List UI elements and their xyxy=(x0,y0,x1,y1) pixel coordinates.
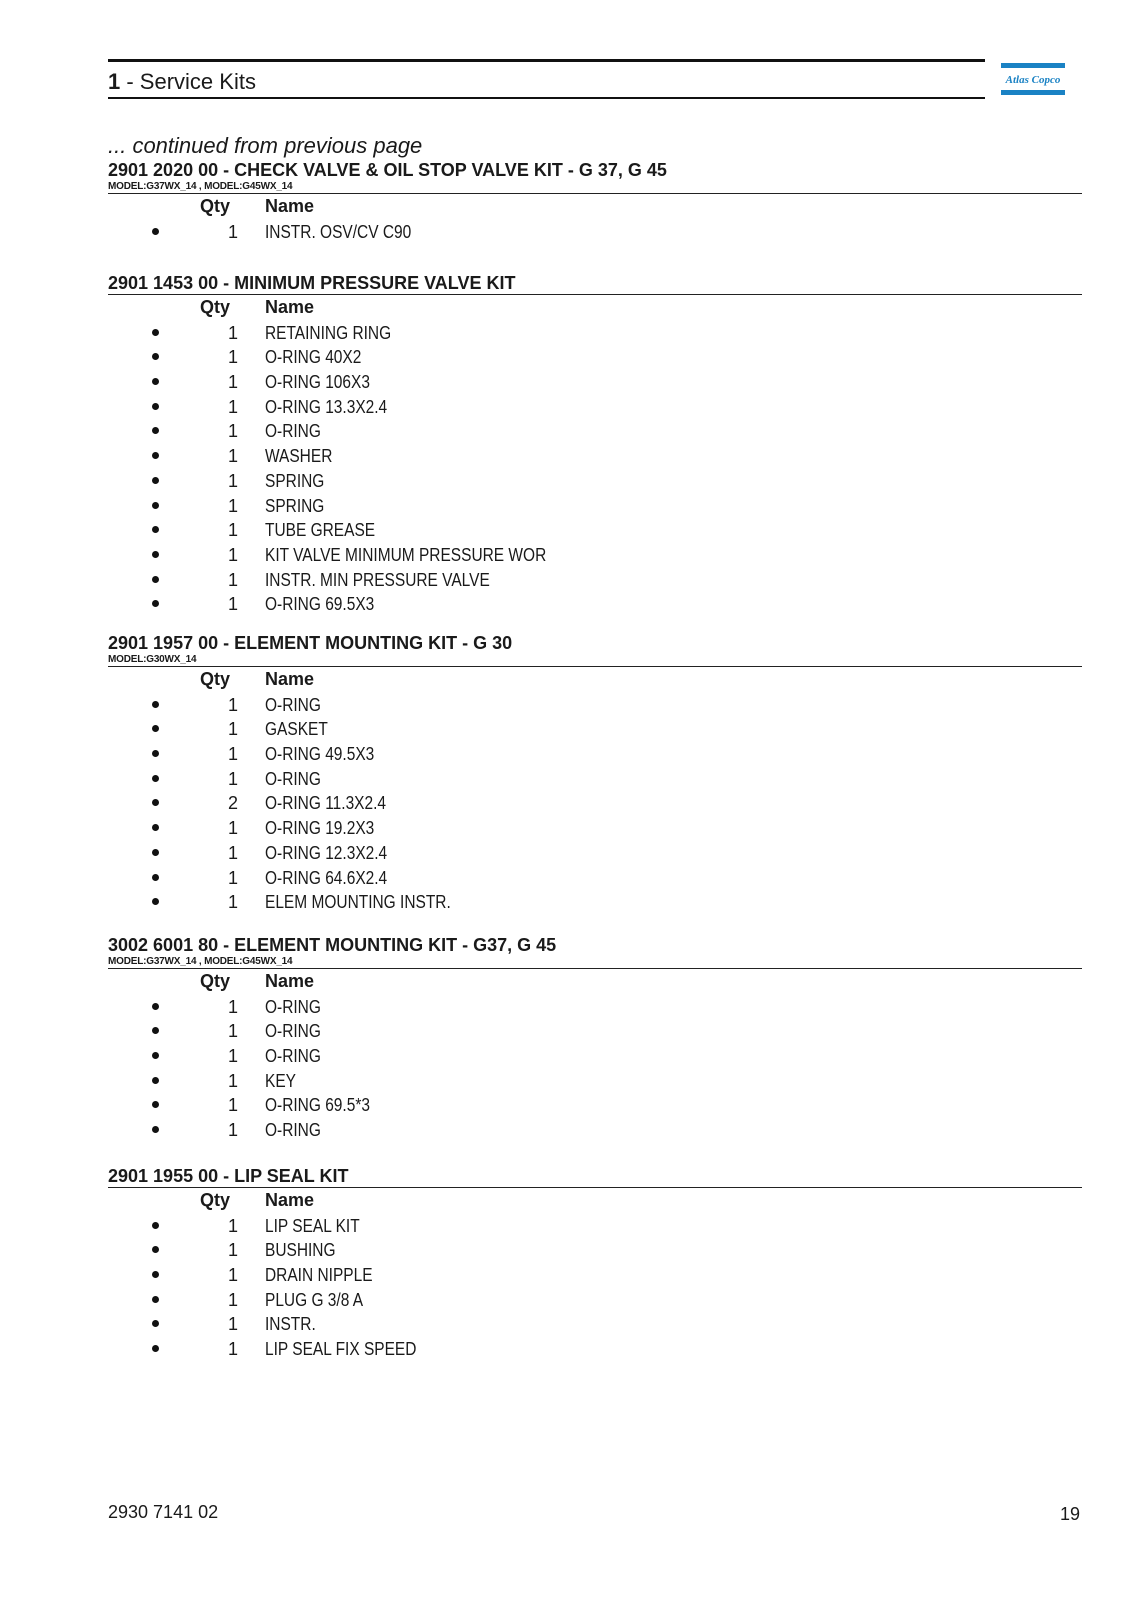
item-qty: 1 xyxy=(227,867,238,888)
list-item xyxy=(108,994,1082,1019)
item-qty: 1 xyxy=(227,1120,238,1141)
bullet-icon xyxy=(152,600,159,607)
bullet-icon xyxy=(152,403,159,410)
item-name: RETAINING RING xyxy=(265,322,392,343)
item-name: O-RING xyxy=(265,1046,321,1067)
item-qty: 1 xyxy=(227,544,238,565)
item-name: O-RING xyxy=(265,996,321,1017)
list-item xyxy=(108,369,1082,394)
item-qty: 1 xyxy=(227,842,238,863)
list-item xyxy=(108,1336,1082,1361)
name-column-header: Name xyxy=(265,196,315,216)
list-item xyxy=(108,517,1082,542)
name-column-header: Name xyxy=(265,1190,315,1210)
item-name: O-RING xyxy=(265,1021,321,1042)
bullet-icon xyxy=(152,378,159,385)
column-header-row xyxy=(108,295,1082,320)
item-qty: 1 xyxy=(227,221,238,242)
item-name: KEY xyxy=(265,1070,296,1091)
item-name: KIT VALVE MINIMUM PRESSURE WOR xyxy=(265,544,547,565)
item-name: TUBE GREASE xyxy=(265,520,376,541)
list-item xyxy=(108,1237,1082,1262)
item-name: INSTR. OSV/CV C90 xyxy=(265,221,412,242)
item-name: O-RING 106X3 xyxy=(265,372,370,393)
bullet-icon xyxy=(152,1027,159,1034)
item-qty: 1 xyxy=(227,495,238,516)
kit-model: MODEL:G30WX_14 xyxy=(108,654,197,665)
list-item xyxy=(108,443,1082,468)
item-name: O-RING xyxy=(265,421,321,442)
item-qty: 1 xyxy=(227,470,238,491)
column-header-row xyxy=(108,667,1082,692)
item-qty: 1 xyxy=(227,372,238,393)
bullet-icon xyxy=(152,1296,159,1303)
bullet-icon xyxy=(152,701,159,708)
bullet-icon xyxy=(152,329,159,336)
item-qty: 1 xyxy=(227,1240,238,1261)
item-qty: 1 xyxy=(227,396,238,417)
kit-model: MODEL:G37WX_14 , MODEL:G45WX_14 xyxy=(108,181,293,192)
item-qty: 1 xyxy=(227,1046,238,1067)
qty-column-header: Qty xyxy=(200,971,231,991)
item-qty: 1 xyxy=(227,322,238,343)
list-item xyxy=(108,1018,1082,1043)
item-qty: 1 xyxy=(227,1215,238,1236)
bullet-icon xyxy=(152,427,159,434)
list-item xyxy=(108,542,1082,567)
list-item xyxy=(108,790,1082,815)
kit-title: 2901 1955 00 - LIP SEAL KIT xyxy=(108,1166,349,1186)
bullet-icon xyxy=(152,526,159,533)
bullet-icon xyxy=(152,1052,159,1059)
bullet-icon xyxy=(152,477,159,484)
column-header-row xyxy=(108,1188,1082,1213)
list-item xyxy=(108,567,1082,592)
item-qty: 1 xyxy=(227,594,238,615)
list-item xyxy=(108,1287,1082,1312)
item-name: ELEM MOUNTING INSTR. xyxy=(265,892,451,913)
list-item xyxy=(108,1043,1082,1068)
bullet-icon xyxy=(152,1101,159,1108)
bullet-icon xyxy=(152,898,159,905)
atlas-copco-logo xyxy=(1001,63,1065,95)
qty-column-header: Qty xyxy=(200,196,231,216)
item-name: O-RING xyxy=(265,1120,321,1141)
name-column-header: Name xyxy=(265,669,315,689)
bullet-icon xyxy=(152,1077,159,1084)
item-qty: 1 xyxy=(227,446,238,467)
page-header-title xyxy=(108,69,256,95)
qty-column-header: Qty xyxy=(200,297,231,317)
svg-text:Atlas Copco: Atlas Copco xyxy=(1005,74,1061,86)
bullet-icon xyxy=(152,1345,159,1352)
bullet-icon xyxy=(152,1246,159,1253)
bullet-icon xyxy=(152,502,159,509)
item-name: O-RING 40X2 xyxy=(265,347,362,368)
item-qty: 1 xyxy=(227,744,238,765)
item-name: LIP SEAL KIT xyxy=(265,1215,360,1236)
item-qty: 1 xyxy=(227,1265,238,1286)
item-qty: 1 xyxy=(227,1289,238,1310)
bullet-icon xyxy=(152,228,159,235)
list-item xyxy=(108,741,1082,766)
bullet-icon xyxy=(152,1222,159,1229)
bullet-icon xyxy=(152,1003,159,1010)
bullet-icon xyxy=(152,353,159,360)
chapter-number: 1 xyxy=(108,69,121,94)
kit-title: 3002 6001 80 - ELEMENT MOUNTING KIT - G37, G 45 xyxy=(108,935,557,955)
bullet-icon xyxy=(152,824,159,831)
list-item xyxy=(108,1213,1082,1238)
item-name: SPRING xyxy=(265,495,325,516)
item-name: O-RING 69.5*3 xyxy=(265,1095,370,1116)
list-item xyxy=(108,344,1082,369)
kit-section xyxy=(108,1165,1082,1361)
kit-section xyxy=(108,934,1082,1142)
item-qty: 1 xyxy=(227,768,238,789)
item-name: SPRING xyxy=(265,470,325,491)
item-name: O-RING xyxy=(265,768,321,789)
qty-column-header: Qty xyxy=(200,669,231,689)
item-qty: 1 xyxy=(227,347,238,368)
column-header-row xyxy=(108,969,1082,994)
bullet-icon xyxy=(152,750,159,757)
list-item xyxy=(108,815,1082,840)
kit-section xyxy=(108,632,1082,914)
kit-section xyxy=(108,272,1082,616)
item-qty: 1 xyxy=(227,1095,238,1116)
item-qty: 1 xyxy=(227,694,238,715)
list-item xyxy=(108,418,1082,443)
chapter-title: - Service Kits xyxy=(120,69,256,94)
bullet-icon xyxy=(152,1271,159,1278)
item-name: O-RING 13.3X2.4 xyxy=(265,396,388,417)
list-item xyxy=(108,1311,1082,1336)
item-qty: 1 xyxy=(227,1070,238,1091)
list-item xyxy=(108,394,1082,419)
kit-title: 2901 2020 00 - CHECK VALVE & OIL STOP VALVE KIT - G 37, G 45 xyxy=(108,160,667,180)
name-column-header: Name xyxy=(265,971,315,991)
item-name: O-RING 11.3X2.4 xyxy=(265,793,387,814)
document-number: 2930 7141 02 xyxy=(108,1502,219,1522)
bullet-icon xyxy=(152,551,159,558)
bullet-icon xyxy=(152,1320,159,1327)
kit-model: MODEL:G37WX_14 , MODEL:G45WX_14 xyxy=(108,956,293,967)
column-header-row xyxy=(108,194,1082,219)
item-qty: 1 xyxy=(227,818,238,839)
item-name: O-RING 19.2X3 xyxy=(265,818,375,839)
item-qty: 1 xyxy=(227,719,238,740)
kit-section xyxy=(108,159,1082,243)
list-item xyxy=(108,865,1082,890)
list-item xyxy=(108,889,1082,914)
list-item xyxy=(108,320,1082,345)
list-item xyxy=(108,1117,1082,1142)
continued-note: ... continued from previous page xyxy=(108,133,423,158)
page-number: 19 xyxy=(1060,1504,1081,1524)
item-qty: 1 xyxy=(227,892,238,913)
item-qty: 1 xyxy=(227,1314,238,1335)
bullet-icon xyxy=(152,452,159,459)
item-qty: 2 xyxy=(227,793,238,814)
item-name: O-RING 12.3X2.4 xyxy=(265,842,388,863)
list-item xyxy=(108,468,1082,493)
list-item xyxy=(108,840,1082,865)
list-item xyxy=(108,493,1082,518)
bullet-icon xyxy=(152,799,159,806)
list-item xyxy=(108,692,1082,717)
list-item xyxy=(108,1092,1082,1117)
kit-title: 2901 1957 00 - ELEMENT MOUNTING KIT - G 30 xyxy=(108,633,513,653)
item-name: O-RING 49.5X3 xyxy=(265,744,375,765)
item-qty: 1 xyxy=(227,520,238,541)
item-qty: 1 xyxy=(227,1339,238,1360)
list-item xyxy=(108,219,1082,244)
item-name: PLUG G 3/8 A xyxy=(265,1289,364,1310)
item-qty: 1 xyxy=(227,569,238,590)
bullet-icon xyxy=(152,874,159,881)
list-item xyxy=(108,766,1082,791)
list-item xyxy=(108,1068,1082,1093)
kit-title: 2901 1453 00 - MINIMUM PRESSURE VALVE KIT xyxy=(108,273,516,293)
list-item xyxy=(108,1262,1082,1287)
item-name: GASKET xyxy=(265,719,328,740)
item-name: LIP SEAL FIX SPEED xyxy=(265,1339,417,1360)
item-name: O-RING 69.5X3 xyxy=(265,594,375,615)
bullet-icon xyxy=(152,1126,159,1133)
item-name: WASHER xyxy=(265,446,333,467)
bullet-icon xyxy=(152,576,159,583)
item-name: INSTR. MIN PRESSURE VALVE xyxy=(265,569,490,590)
item-name: INSTR. xyxy=(265,1314,316,1335)
item-name: BUSHING xyxy=(265,1240,336,1261)
list-item xyxy=(108,716,1082,741)
bullet-icon xyxy=(152,775,159,782)
item-name: O-RING 64.6X2.4 xyxy=(265,867,388,888)
name-column-header: Name xyxy=(265,297,315,317)
item-qty: 1 xyxy=(227,421,238,442)
item-name: DRAIN NIPPLE xyxy=(265,1265,373,1286)
qty-column-header: Qty xyxy=(200,1190,231,1210)
list-item xyxy=(108,591,1082,616)
bullet-icon xyxy=(152,725,159,732)
page-header xyxy=(108,59,985,99)
item-qty: 1 xyxy=(227,996,238,1017)
bullet-icon xyxy=(152,849,159,856)
item-name: O-RING xyxy=(265,694,321,715)
item-qty: 1 xyxy=(227,1021,238,1042)
